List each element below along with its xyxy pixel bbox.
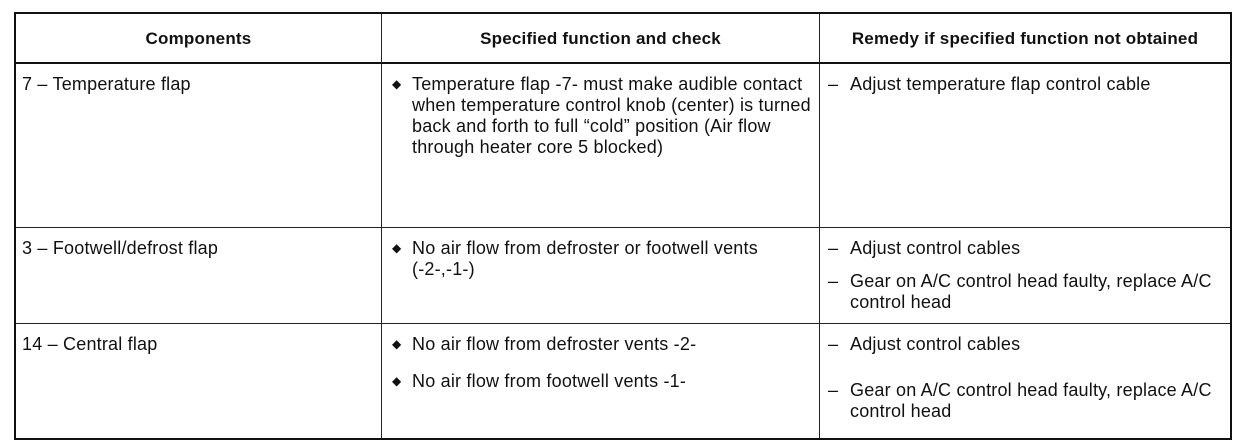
table-row-1-remedy bbox=[820, 64, 1230, 228]
table-row-1-check bbox=[382, 64, 820, 228]
check-item bbox=[382, 334, 819, 355]
remedy-item bbox=[820, 271, 1230, 313]
check-item bbox=[382, 371, 819, 392]
component-check-table bbox=[14, 12, 1232, 440]
dash-icon: – bbox=[828, 238, 839, 258]
component-label: 14 – Central flap bbox=[22, 334, 158, 354]
dash-icon: – bbox=[828, 334, 839, 354]
bullet-icon: ◆ bbox=[392, 77, 402, 91]
dash-icon: – bbox=[828, 380, 839, 400]
header-specified-function bbox=[382, 14, 820, 64]
table-row-2-component bbox=[16, 228, 382, 324]
header-remedy bbox=[820, 14, 1230, 64]
bullet-icon: ◆ bbox=[392, 241, 402, 255]
check-text: No air flow from footwell vents -1- bbox=[412, 371, 687, 391]
remedy-text: Gear on A/C control head faulty, replace A/C control head bbox=[850, 271, 1212, 312]
table-row-3-component bbox=[16, 324, 382, 438]
header-remedy-label: Remedy if specified function not obtained bbox=[851, 28, 1199, 48]
table-row-3-remedy bbox=[820, 324, 1230, 438]
header-components-label: Components bbox=[145, 28, 252, 48]
remedy-item bbox=[820, 74, 1230, 95]
check-text: No air flow from defroster or footwell vents (-2-,-1-) bbox=[412, 238, 758, 279]
table-row-1-component bbox=[16, 64, 382, 228]
check-item bbox=[382, 74, 819, 158]
table-row-2-remedy bbox=[820, 228, 1230, 324]
remedy-item bbox=[820, 334, 1230, 355]
remedy-item bbox=[820, 380, 1230, 422]
dash-icon: – bbox=[828, 74, 839, 94]
bullet-icon: ◆ bbox=[392, 374, 402, 388]
header-components bbox=[16, 14, 382, 64]
header-specified-label: Specified function and check bbox=[480, 28, 721, 48]
remedy-text: Adjust temperature flap control cable bbox=[850, 74, 1151, 94]
remedy-item bbox=[820, 238, 1230, 259]
dash-icon: – bbox=[828, 271, 839, 291]
remedy-text: Adjust control cables bbox=[850, 238, 1021, 258]
component-label: 7 – Temperature flap bbox=[22, 74, 191, 94]
table-row-2-check bbox=[382, 228, 820, 324]
remedy-text: Adjust control cables bbox=[850, 334, 1021, 354]
component-label: 3 – Footwell/defrost flap bbox=[22, 238, 219, 258]
bullet-icon: ◆ bbox=[392, 337, 402, 351]
check-item bbox=[382, 238, 819, 280]
check-text: Temperature flap -7- must make audible contact when temperature control knob (center) is turned back and forth to full “cold” position (Air flow through heater core 5 blocked) bbox=[412, 74, 811, 157]
remedy-text: Gear on A/C control head faulty, replace A/C control head bbox=[850, 380, 1212, 421]
check-text: No air flow from defroster vents -2- bbox=[412, 334, 697, 354]
table-row-3-check bbox=[382, 324, 820, 438]
